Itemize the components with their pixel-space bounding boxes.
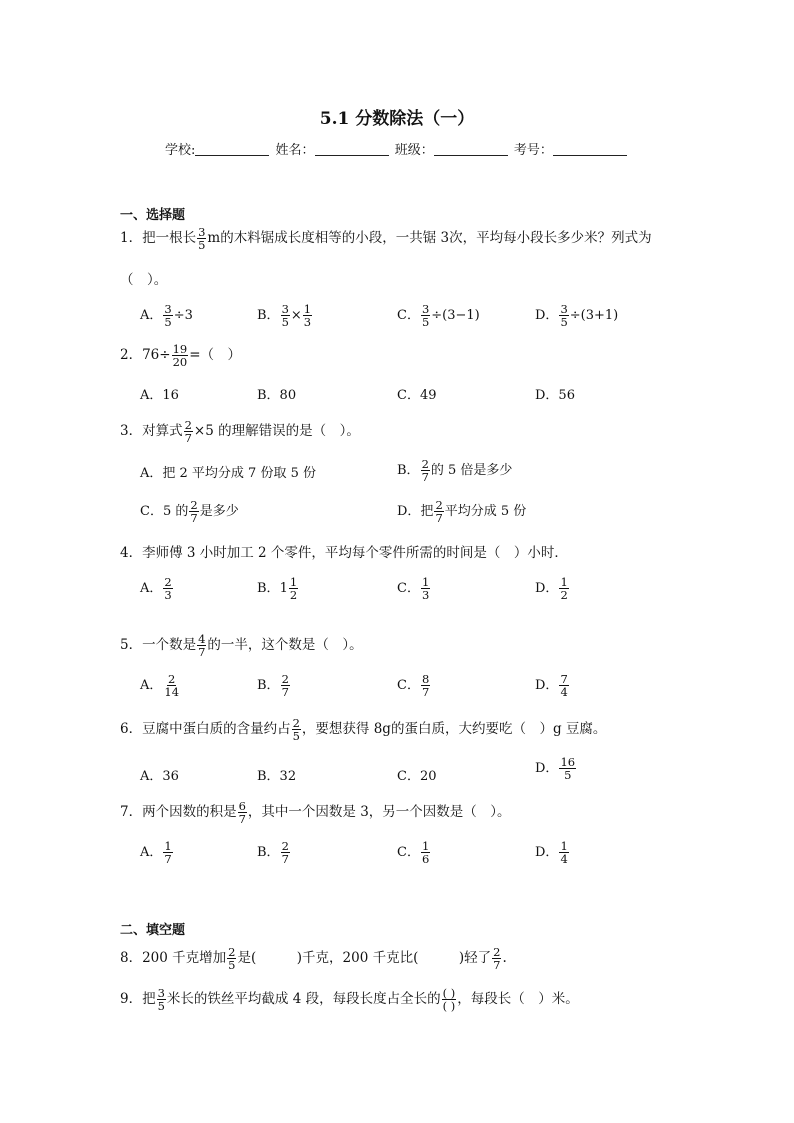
- page-title: 5.1 分数除法（一）: [319, 109, 475, 129]
- q1-option-d[interactable]: [535, 303, 618, 328]
- denominator: 5: [157, 999, 165, 1014]
- q5-option-d[interactable]: [535, 673, 570, 698]
- q5-option-b[interactable]: [257, 673, 291, 698]
- q4-option-c[interactable]: [397, 576, 431, 601]
- numerator: 2: [435, 498, 443, 512]
- numerator: 2: [292, 716, 300, 730]
- q1-option-c[interactable]: [397, 303, 480, 328]
- fraction: [492, 946, 501, 971]
- option-text: ÷(3−1): [431, 308, 480, 324]
- question-text: 米长的铁丝平均截成 4 段，每段长度占全长的: [166, 991, 441, 1008]
- question-text: ，要想获得 8g的蛋白质，大约要吃（ ）g 豆腐。: [301, 721, 607, 738]
- denominator: 7: [421, 685, 430, 700]
- q2-option-c[interactable]: C．49: [397, 388, 437, 403]
- denominator: 5: [198, 238, 206, 253]
- numerator: 3: [157, 986, 165, 1000]
- fraction: [157, 987, 166, 1012]
- option-label: D．: [535, 308, 559, 324]
- school-blank: [195, 141, 269, 156]
- denominator: 2: [560, 588, 568, 603]
- question-8: [120, 946, 507, 971]
- fraction: [421, 303, 430, 328]
- q6-option-a[interactable]: A．36: [140, 769, 179, 784]
- question-number: 6．: [120, 721, 143, 738]
- fraction: [197, 226, 206, 251]
- question-text: 对算式: [142, 423, 183, 440]
- question-text: 一个数是: [142, 637, 197, 654]
- denominator: ( ): [442, 999, 456, 1014]
- q5-option-a[interactable]: [140, 673, 181, 698]
- q3-option-d[interactable]: [397, 499, 526, 524]
- section-fill-heading: 二、填空题: [120, 923, 186, 938]
- denominator: 20: [172, 355, 188, 370]
- question-1-cont: （ ）。: [120, 272, 168, 288]
- numerator: ( ): [442, 986, 456, 1000]
- q3-option-b[interactable]: [397, 458, 512, 483]
- question-text: .: [502, 950, 507, 967]
- class-label: 班级：: [394, 143, 434, 158]
- q7-option-d[interactable]: [535, 840, 570, 865]
- denominator: 7: [184, 431, 192, 446]
- option-label: C．: [397, 678, 420, 694]
- question-5: [120, 633, 363, 658]
- denominator: 5: [421, 315, 430, 330]
- denominator: 7: [238, 812, 246, 827]
- question-2: [120, 343, 241, 368]
- denominator: 4: [560, 685, 568, 700]
- fraction: [289, 576, 298, 601]
- question-text: 把一根长: [142, 230, 197, 247]
- question-text: 的一半，这个数是（ ）。: [207, 637, 363, 654]
- fraction: [163, 673, 180, 698]
- denominator: 3: [421, 588, 430, 603]
- numerator: 19: [172, 342, 188, 356]
- q4-option-a[interactable]: [140, 576, 174, 601]
- question-text: 76÷: [142, 347, 171, 364]
- fraction: [421, 458, 430, 483]
- fraction-blank: [442, 987, 457, 1012]
- fraction: [303, 303, 312, 328]
- fraction: [184, 419, 193, 444]
- question-number: 8．: [120, 950, 143, 967]
- question-text: 200 千克增加: [142, 950, 227, 967]
- q6-option-b[interactable]: B．32: [257, 769, 297, 784]
- option-label: D．: [535, 845, 559, 861]
- denominator: 7: [421, 470, 429, 485]
- denominator: 5: [564, 768, 572, 783]
- question-text: ，每段长（ ）米。: [457, 991, 579, 1008]
- numerator: 1: [303, 302, 312, 316]
- question-text: m的木料锯成长度相等的小段，一共锯 3次，平均每小段长多少米？列式为: [207, 230, 652, 247]
- denominator: 3: [303, 315, 312, 330]
- fraction: [559, 840, 568, 865]
- fraction: [434, 499, 443, 524]
- denominator: 3: [164, 588, 172, 603]
- q2-option-b[interactable]: B．80: [257, 388, 297, 403]
- q1-option-b[interactable]: [257, 303, 313, 328]
- option-text: 的 5 倍是多少: [430, 463, 513, 479]
- option-label: D．: [535, 581, 559, 597]
- question-text: =（ ）: [189, 347, 242, 364]
- option-label: A．: [140, 308, 163, 324]
- question-text: ×5 的理解错误的是（ ）。: [193, 423, 360, 440]
- numerator: 7: [560, 672, 568, 686]
- numerator: 6: [238, 799, 246, 813]
- numerator: 3: [421, 302, 430, 316]
- numerator: 3: [560, 302, 568, 316]
- denominator: 7: [190, 511, 198, 526]
- option-label: A．: [140, 678, 163, 694]
- fraction: [227, 946, 236, 971]
- numerator: 4: [198, 632, 206, 646]
- q6-option-c[interactable]: C．20: [397, 769, 437, 784]
- fraction: [163, 840, 172, 865]
- student-info-line: [165, 139, 629, 158]
- option-label: B．: [257, 581, 280, 597]
- option-label: D．: [535, 761, 559, 777]
- option-label: A．: [140, 581, 163, 597]
- numerator: 2: [228, 945, 236, 959]
- denominator: 5: [228, 958, 236, 973]
- numerator: 2: [190, 498, 198, 512]
- numerator: 2: [184, 418, 192, 432]
- question-9: [120, 987, 579, 1012]
- exam-no-label: 考号：: [513, 143, 553, 158]
- option-label: C．: [397, 308, 420, 324]
- denominator: 14: [164, 685, 180, 700]
- numerator: 1: [421, 839, 430, 853]
- fraction: [421, 673, 430, 698]
- numerator: 1: [421, 575, 430, 589]
- numerator: 1: [164, 839, 172, 853]
- option-label: B．: [257, 845, 280, 861]
- fraction: [163, 576, 172, 601]
- q1-option-a[interactable]: [140, 303, 193, 328]
- denominator: 7: [493, 958, 501, 973]
- exam-no-blank: [553, 141, 627, 156]
- option-label: C．: [397, 845, 420, 861]
- numerator: 16: [560, 755, 576, 769]
- fraction: [281, 303, 290, 328]
- name-label: 姓名：: [275, 143, 315, 158]
- option-text: ÷(3+1): [569, 308, 619, 324]
- numerator: 3: [198, 225, 206, 239]
- q2-option-a[interactable]: A．16: [140, 388, 179, 403]
- denominator: 7: [281, 852, 289, 867]
- school-label: 学校:: [165, 143, 196, 158]
- option-text: ÷3: [173, 308, 193, 324]
- question-text: 豆腐中蛋白质的含量约占: [142, 721, 291, 738]
- option-label: B．: [257, 678, 280, 694]
- section-choice-heading: 一、选择题: [120, 208, 186, 223]
- fraction: [281, 673, 290, 698]
- question-1: [120, 226, 652, 251]
- q3-option-a[interactable]: A．把 2 平均分成 7 份取 5 份: [140, 466, 316, 481]
- numerator: 8: [421, 672, 430, 686]
- q3-option-c[interactable]: [140, 499, 239, 524]
- question-text: 李师傅 3 小时加工 2 个零件，平均每个零件所需的时间是（ ）小时．: [142, 545, 568, 561]
- option-label: C．: [397, 581, 420, 597]
- option-label: A．: [140, 845, 163, 861]
- numerator: 3: [281, 302, 289, 316]
- fraction: [189, 499, 198, 524]
- fraction: [421, 576, 430, 601]
- denominator: 5: [281, 315, 289, 330]
- q7-option-a[interactable]: [140, 840, 174, 865]
- numerator: 2: [168, 672, 176, 686]
- option-label: B．: [257, 308, 280, 324]
- denominator: 5: [292, 729, 300, 744]
- question-4: [120, 541, 568, 561]
- numerator: 2: [281, 839, 289, 853]
- q4-option-b[interactable]: [257, 576, 299, 601]
- whole-number: 1: [279, 581, 288, 597]
- numerator: 2: [164, 575, 172, 589]
- question-3: [120, 419, 360, 444]
- numerator: 2: [493, 945, 501, 959]
- denominator: 2: [289, 588, 298, 603]
- fraction: [559, 576, 568, 601]
- option-label: C．5 的: [140, 504, 189, 520]
- numerator: 2: [281, 672, 289, 686]
- question-number: 4．: [120, 545, 143, 561]
- q7-option-b[interactable]: [257, 840, 291, 865]
- option-text: 平均分成 5 份: [444, 504, 527, 520]
- denominator: 7: [164, 852, 172, 867]
- q4-option-d[interactable]: [535, 576, 570, 601]
- option-text: 是多少: [199, 504, 239, 520]
- option-label: D．: [535, 678, 559, 694]
- fraction: [197, 633, 206, 658]
- option-label: B．: [397, 463, 420, 479]
- fraction: [559, 303, 568, 328]
- question-number: 1．: [120, 230, 143, 247]
- name-blank: [315, 141, 389, 156]
- numerator: 1: [560, 839, 568, 853]
- fraction: [163, 303, 172, 328]
- question-number: 2．: [120, 347, 143, 364]
- denominator: 5: [164, 315, 172, 330]
- q6-option-d[interactable]: [535, 756, 577, 781]
- numerator: 3: [164, 302, 172, 316]
- numerator: 1: [560, 575, 568, 589]
- fraction: [172, 343, 189, 368]
- q7-option-c[interactable]: [397, 840, 431, 865]
- operator: ×: [290, 308, 302, 324]
- question-number: 3．: [120, 423, 143, 440]
- option-label: D．把: [397, 504, 434, 520]
- denominator: 7: [198, 645, 206, 660]
- fraction: [238, 800, 247, 825]
- denominator: 7: [435, 511, 443, 526]
- fraction: [281, 840, 290, 865]
- numerator: 1: [289, 575, 298, 589]
- question-text: 把: [142, 991, 156, 1008]
- question-number: 7．: [120, 804, 143, 821]
- fraction: [559, 756, 576, 781]
- denominator: 7: [281, 685, 289, 700]
- class-blank: [434, 141, 508, 156]
- fraction: [421, 840, 430, 865]
- denominator: 6: [421, 852, 430, 867]
- question-6: [120, 717, 606, 742]
- question-number: 5．: [120, 637, 143, 654]
- question-number: 9．: [120, 991, 143, 1008]
- fraction: [292, 717, 301, 742]
- question-text: 两个因数的积是: [142, 804, 237, 821]
- fraction: [559, 673, 568, 698]
- q5-option-c[interactable]: [397, 673, 431, 698]
- q2-option-d[interactable]: D．56: [535, 388, 575, 403]
- question-text: ，其中一个因数是 3，另一个因数是（ ）。: [247, 804, 511, 821]
- denominator: 4: [560, 852, 568, 867]
- denominator: 5: [560, 315, 568, 330]
- question-text: 是( )千克，200 千克比( )轻了: [237, 950, 492, 967]
- question-7: [120, 800, 511, 825]
- numerator: 2: [421, 457, 429, 471]
